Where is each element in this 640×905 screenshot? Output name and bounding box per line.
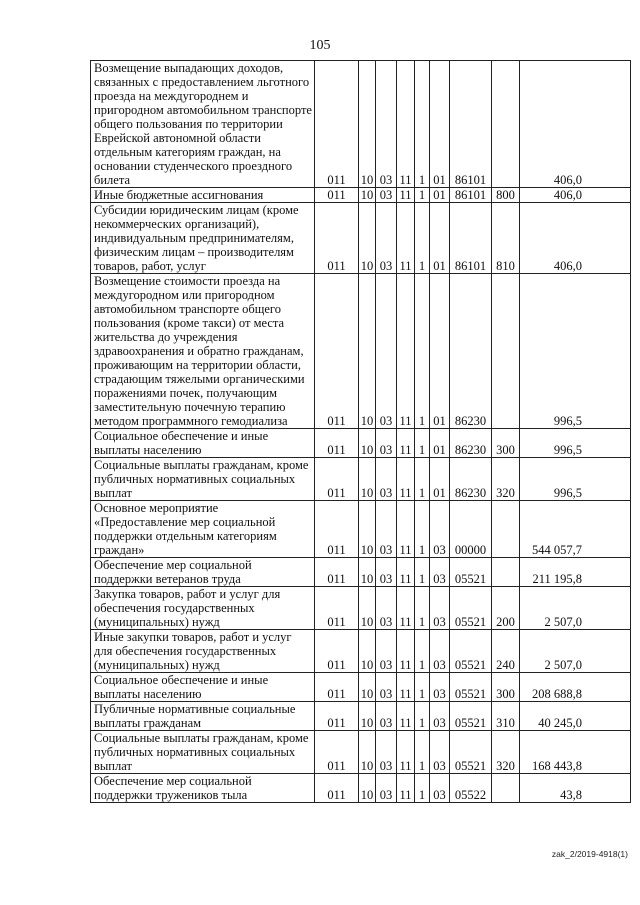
code-ministry: 011 — [315, 203, 359, 274]
code-subprogram: 1 — [415, 630, 430, 673]
table-row — [91, 702, 631, 731]
row-description: Социальное обеспечение и иные выплаты населению — [91, 673, 315, 702]
code-direction: 86230 — [450, 429, 492, 458]
code-expense-type: 310 — [492, 702, 520, 731]
code-section: 10 — [359, 630, 376, 673]
row-description: Обеспечение мер социальной поддержки ветеранов труда — [91, 558, 315, 587]
row-description: Иные бюджетные ассигнования — [91, 188, 315, 203]
code-activity: 03 — [430, 774, 450, 803]
code-activity: 01 — [430, 274, 450, 429]
code-ministry: 011 — [315, 501, 359, 558]
code-expense-type — [492, 61, 520, 188]
code-section: 10 — [359, 61, 376, 188]
code-program: 11 — [397, 702, 415, 731]
code-section: 10 — [359, 458, 376, 501]
code-program: 11 — [397, 429, 415, 458]
code-subprogram: 1 — [415, 702, 430, 731]
row-amount: 996,5 — [520, 274, 631, 429]
code-ministry: 011 — [315, 61, 359, 188]
table-row — [91, 501, 631, 558]
code-ministry: 011 — [315, 630, 359, 673]
code-direction: 00000 — [450, 501, 492, 558]
code-ministry: 011 — [315, 774, 359, 803]
code-expense-type: 800 — [492, 188, 520, 203]
row-amount: 40 245,0 — [520, 702, 631, 731]
page-number: 105 — [309, 38, 331, 53]
code-program: 11 — [397, 774, 415, 803]
table-body — [91, 61, 631, 803]
code-subsection: 03 — [376, 501, 397, 558]
code-expense-type: 810 — [492, 203, 520, 274]
code-subprogram: 1 — [415, 587, 430, 630]
code-subprogram: 1 — [415, 429, 430, 458]
code-section: 10 — [359, 501, 376, 558]
code-section: 10 — [359, 558, 376, 587]
row-amount: 996,5 — [520, 429, 631, 458]
code-ministry: 011 — [315, 558, 359, 587]
code-direction: 86230 — [450, 458, 492, 501]
row-description: Публичные нормативные социальные выплаты гражданам — [91, 702, 315, 731]
code-program: 11 — [397, 188, 415, 203]
code-expense-type: 240 — [492, 630, 520, 673]
code-direction: 05522 — [450, 774, 492, 803]
code-program: 11 — [397, 673, 415, 702]
code-direction: 05521 — [450, 731, 492, 774]
code-ministry: 011 — [315, 731, 359, 774]
code-program: 11 — [397, 587, 415, 630]
row-amount: 406,0 — [520, 188, 631, 203]
code-expense-type — [492, 501, 520, 558]
code-subsection: 03 — [376, 673, 397, 702]
code-section: 10 — [359, 774, 376, 803]
table-row — [91, 188, 631, 203]
table-row — [91, 630, 631, 673]
code-section: 10 — [359, 203, 376, 274]
code-direction: 86101 — [450, 203, 492, 274]
code-activity: 01 — [430, 458, 450, 501]
code-subprogram: 1 — [415, 203, 430, 274]
code-subsection: 03 — [376, 429, 397, 458]
code-subprogram: 1 — [415, 673, 430, 702]
code-activity: 03 — [430, 501, 450, 558]
code-subsection: 03 — [376, 458, 397, 501]
code-expense-type: 320 — [492, 731, 520, 774]
code-program: 11 — [397, 630, 415, 673]
code-direction: 05521 — [450, 558, 492, 587]
table-row — [91, 558, 631, 587]
code-direction: 86230 — [450, 274, 492, 429]
row-description: Социальные выплаты гражданам, кроме публичных нормативных социальных выплат — [91, 458, 315, 501]
code-section: 10 — [359, 731, 376, 774]
row-description: Субсидии юридическим лицам (кроме некоммерческих организаций), индивидуальным предпринимателям, физическим лицам – производителям товаров, работ, услуг — [91, 203, 315, 274]
code-subsection: 03 — [376, 203, 397, 274]
code-ministry: 011 — [315, 702, 359, 731]
code-activity: 03 — [430, 673, 450, 702]
code-section: 10 — [359, 274, 376, 429]
row-amount: 2 507,0 — [520, 587, 631, 630]
code-ministry: 011 — [315, 458, 359, 501]
code-expense-type — [492, 274, 520, 429]
document-code: zak_2/2019-4918(1) — [551, 849, 628, 859]
code-activity: 03 — [430, 630, 450, 673]
code-expense-type: 320 — [492, 458, 520, 501]
code-activity: 03 — [430, 702, 450, 731]
row-amount: 2 507,0 — [520, 630, 631, 673]
row-amount: 208 688,8 — [520, 673, 631, 702]
row-amount: 406,0 — [520, 203, 631, 274]
code-subprogram: 1 — [415, 61, 430, 188]
code-direction: 86101 — [450, 188, 492, 203]
table-row — [91, 731, 631, 774]
code-section: 10 — [359, 429, 376, 458]
code-section: 10 — [359, 188, 376, 203]
code-activity: 03 — [430, 558, 450, 587]
row-description: Закупка товаров, работ и услуг для обеспечения государственных (муниципальных) нужд — [91, 587, 315, 630]
code-expense-type: 200 — [492, 587, 520, 630]
code-ministry: 011 — [315, 587, 359, 630]
code-subprogram: 1 — [415, 731, 430, 774]
code-direction: 86101 — [450, 61, 492, 188]
table-row — [91, 274, 631, 429]
row-description: Иные закупки товаров, работ и услуг для обеспечения государственных (муниципальных) нужд — [91, 630, 315, 673]
code-program: 11 — [397, 203, 415, 274]
code-subprogram: 1 — [415, 188, 430, 203]
code-subprogram: 1 — [415, 774, 430, 803]
row-amount: 43,8 — [520, 774, 631, 803]
code-ministry: 011 — [315, 429, 359, 458]
row-amount: 544 057,7 — [520, 501, 631, 558]
code-expense-type: 300 — [492, 673, 520, 702]
code-activity: 03 — [430, 731, 450, 774]
table-row — [91, 587, 631, 630]
code-subsection: 03 — [376, 274, 397, 429]
table-row — [91, 673, 631, 702]
code-subsection: 03 — [376, 731, 397, 774]
table-row — [91, 203, 631, 274]
code-subprogram: 1 — [415, 274, 430, 429]
row-amount: 406,0 — [520, 61, 631, 188]
code-activity: 01 — [430, 203, 450, 274]
budget-table — [90, 60, 631, 803]
code-subprogram: 1 — [415, 501, 430, 558]
code-subsection: 03 — [376, 774, 397, 803]
code-activity: 03 — [430, 587, 450, 630]
table-row — [91, 429, 631, 458]
code-subsection: 03 — [376, 61, 397, 188]
row-amount: 996,5 — [520, 458, 631, 501]
table-row — [91, 61, 631, 188]
code-program: 11 — [397, 458, 415, 501]
row-amount: 211 195,8 — [520, 558, 631, 587]
row-description: Социальное обеспечение и иные выплаты населению — [91, 429, 315, 458]
row-description: Обеспечение мер социальной поддержки тружеников тыла — [91, 774, 315, 803]
code-subsection: 03 — [376, 558, 397, 587]
code-subprogram: 1 — [415, 558, 430, 587]
code-expense-type — [492, 774, 520, 803]
code-section: 10 — [359, 673, 376, 702]
table-row — [91, 458, 631, 501]
code-subsection: 03 — [376, 702, 397, 731]
code-direction: 05521 — [450, 673, 492, 702]
code-expense-type — [492, 558, 520, 587]
code-direction: 05521 — [450, 630, 492, 673]
code-program: 11 — [397, 501, 415, 558]
code-subsection: 03 — [376, 630, 397, 673]
code-program: 11 — [397, 558, 415, 587]
row-description: Возмещение выпадающих доходов, связанных с предоставлением льготного проезда на междугороднем и пригородном автомобильном транспорте общего пользования по территории Еврейской автономной области отдельным категориям граждан, на основании студенческого проездного билета — [91, 61, 315, 188]
code-section: 10 — [359, 587, 376, 630]
code-activity: 01 — [430, 429, 450, 458]
code-expense-type: 300 — [492, 429, 520, 458]
code-direction: 05521 — [450, 702, 492, 731]
code-program: 11 — [397, 731, 415, 774]
code-activity: 01 — [430, 188, 450, 203]
table-row — [91, 774, 631, 803]
code-ministry: 011 — [315, 274, 359, 429]
code-subprogram: 1 — [415, 458, 430, 501]
row-amount: 168 443,8 — [520, 731, 631, 774]
code-program: 11 — [397, 61, 415, 188]
code-program: 11 — [397, 274, 415, 429]
row-description: Возмещение стоимости проезда на междугородном или пригородном автомобильном транспорте общего пользования (кроме такси) от места жительства до учреждения здравоохранения и обратно гражданам, проживающим на территории области, страдающим тяжелыми органическими поражениями почек, получающим заместительную почечную терапию методом программного гемодиализа — [91, 274, 315, 429]
row-description: Основное мероприятие «Предоставление мер социальной поддержки отдельным категориям граждан» — [91, 501, 315, 558]
code-direction: 05521 — [450, 587, 492, 630]
row-description: Социальные выплаты гражданам, кроме публичных нормативных социальных выплат — [91, 731, 315, 774]
code-subsection: 03 — [376, 188, 397, 203]
code-activity: 01 — [430, 61, 450, 188]
code-ministry: 011 — [315, 188, 359, 203]
code-section: 10 — [359, 702, 376, 731]
code-subsection: 03 — [376, 587, 397, 630]
code-ministry: 011 — [315, 673, 359, 702]
